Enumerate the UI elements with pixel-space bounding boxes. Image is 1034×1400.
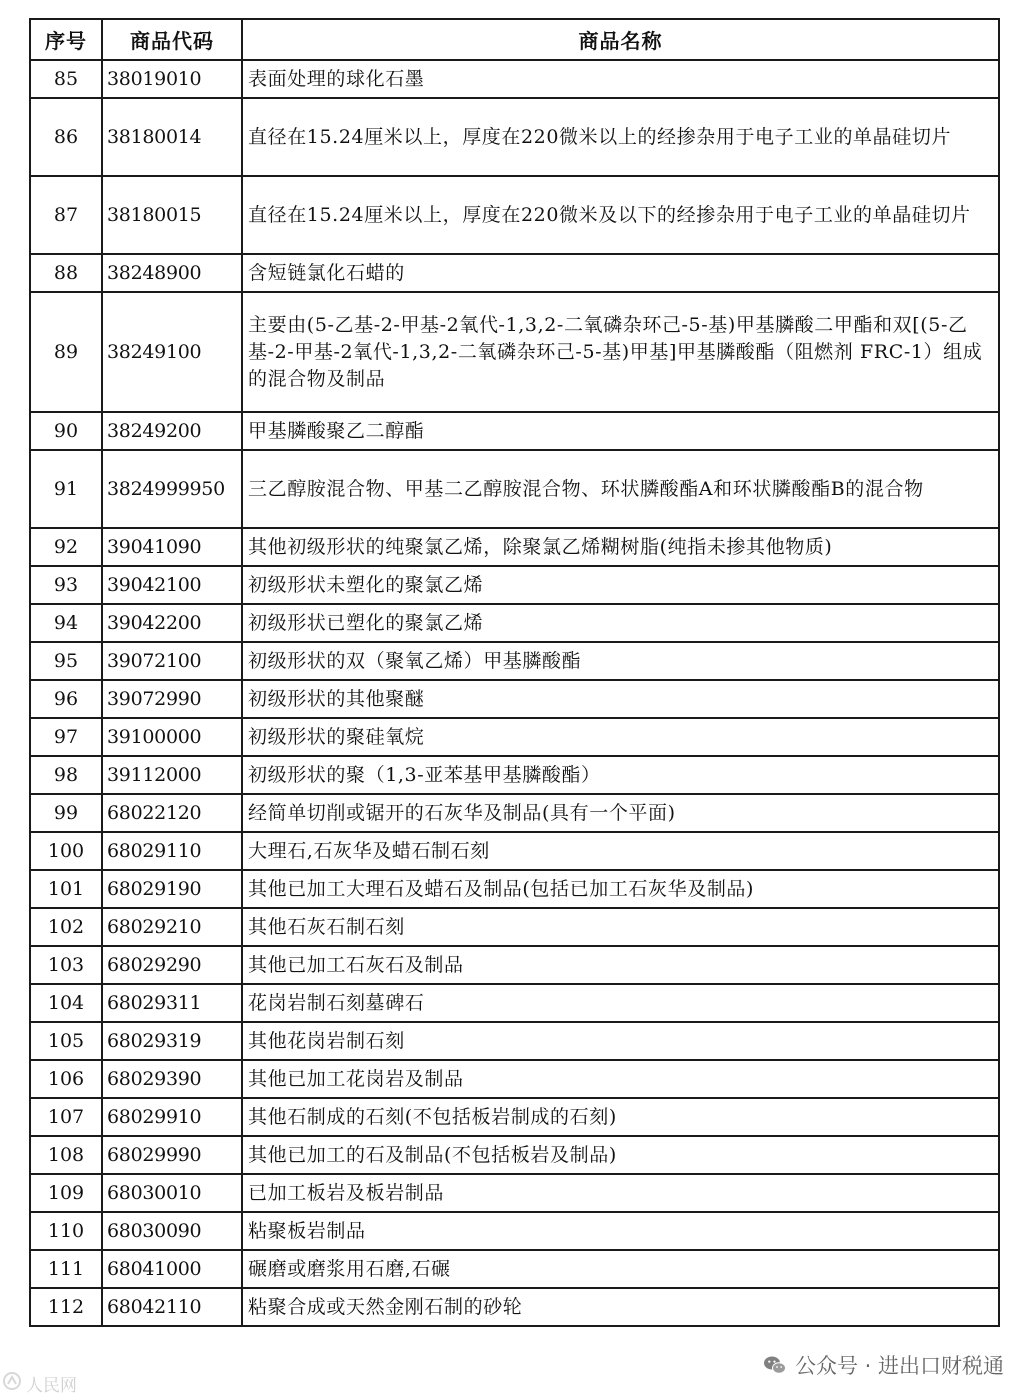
goods-name-cell: 主要由(5-乙基-2-甲基-2氧代-1,3,2-二氧磷杂环己-5-基)甲基膦酸二甲酯和双[(5-乙基-2-甲基-2氧代-1,3,2-二氧磷杂环己-5-基)甲基]甲基膦酸酯（阻燃剂 FRC-1）组成的混合物及制品 <box>242 292 999 412</box>
goods-name-cell: 粘聚板岩制品 <box>242 1212 999 1250</box>
serial-number-cell: 88 <box>30 254 102 292</box>
serial-number-cell: 87 <box>30 176 102 254</box>
table-row <box>30 1022 999 1060</box>
table-row <box>30 254 999 292</box>
goods-name-cell: 直径在15.24厘米以上，厚度在220微米以上的经掺杂用于电子工业的单晶硅切片 <box>242 98 999 176</box>
table-row <box>30 1212 999 1250</box>
corner-logo-text: 人民网 <box>26 1376 77 1396</box>
table-row <box>30 680 999 718</box>
goods-code-cell: 68029910 <box>102 1098 242 1136</box>
table-row <box>30 908 999 946</box>
goods-name-cell: 其他花岗岩制石刻 <box>242 1022 999 1060</box>
table-row <box>30 1098 999 1136</box>
watermark-text: 公众号 · 进出口财税通 <box>794 1354 1004 1378</box>
goods-name-cell: 其他石灰石制石刻 <box>242 908 999 946</box>
table-row <box>30 450 999 528</box>
serial-number-cell: 101 <box>30 870 102 908</box>
table-row <box>30 756 999 794</box>
goods-code-cell: 39042100 <box>102 566 242 604</box>
goods-code-cell: 39112000 <box>102 756 242 794</box>
goods-code-cell: 68030090 <box>102 1212 242 1250</box>
goods-name-cell: 甲基膦酸聚乙二醇酯 <box>242 412 999 450</box>
serial-number-cell: 111 <box>30 1250 102 1288</box>
goods-code-cell: 68029990 <box>102 1136 242 1174</box>
goods-name-cell: 表面处理的球化石墨 <box>242 60 999 98</box>
serial-number-cell: 107 <box>30 1098 102 1136</box>
goods-code-cell: 68029290 <box>102 946 242 984</box>
serial-number-cell: 112 <box>30 1288 102 1326</box>
table-row <box>30 984 999 1022</box>
serial-number-cell: 90 <box>30 412 102 450</box>
table-row <box>30 946 999 984</box>
goods-name-cell: 其他石制成的石刻(不包括板岩制成的石刻) <box>242 1098 999 1136</box>
serial-number-cell: 95 <box>30 642 102 680</box>
wechat-watermark <box>763 1350 1004 1380</box>
goods-table-sheet <box>29 18 998 1327</box>
header-goods-name: 商品名称 <box>242 19 999 60</box>
serial-number-cell: 92 <box>30 528 102 566</box>
serial-number-cell: 110 <box>30 1212 102 1250</box>
goods-name-cell: 经简单切削或锯开的石灰华及制品(具有一个平面) <box>242 794 999 832</box>
goods-code-cell: 38249200 <box>102 412 242 450</box>
table-row <box>30 1250 999 1288</box>
goods-code-cell: 38249100 <box>102 292 242 412</box>
table-row <box>30 60 999 98</box>
goods-name-cell: 其他已加工大理石及蜡石及制品(包括已加工石灰华及制品) <box>242 870 999 908</box>
serial-number-cell: 106 <box>30 1060 102 1098</box>
header-goods-code: 商品代码 <box>102 19 242 60</box>
goods-code-cell: 68041000 <box>102 1250 242 1288</box>
goods-name-cell: 三乙醇胺混合物、甲基二乙醇胺混合物、环状膦酸酯A和环状膦酸酯B的混合物 <box>242 450 999 528</box>
wechat-icon <box>763 1353 787 1377</box>
table-row <box>30 412 999 450</box>
table-row <box>30 566 999 604</box>
goods-code-cell: 68029210 <box>102 908 242 946</box>
goods-code-cell: 68029190 <box>102 870 242 908</box>
corner-logo-mark <box>2 1371 77 1396</box>
goods-code-cell: 39072990 <box>102 680 242 718</box>
goods-name-cell: 直径在15.24厘米以上，厚度在220微米及以下的经掺杂用于电子工业的单晶硅切片 <box>242 176 999 254</box>
serial-number-cell: 85 <box>30 60 102 98</box>
goods-code-cell: 68029110 <box>102 832 242 870</box>
table-row <box>30 1060 999 1098</box>
table-row <box>30 176 999 254</box>
goods-code-cell: 39100000 <box>102 718 242 756</box>
goods-table <box>29 18 1000 1327</box>
goods-code-cell: 68029311 <box>102 984 242 1022</box>
table-row <box>30 832 999 870</box>
goods-code-cell: 38180015 <box>102 176 242 254</box>
serial-number-cell: 98 <box>30 756 102 794</box>
goods-name-cell: 其他已加工花岗岩及制品 <box>242 1060 999 1098</box>
goods-name-cell: 大理石,石灰华及蜡石制石刻 <box>242 832 999 870</box>
goods-code-cell: 3824999950 <box>102 450 242 528</box>
serial-number-cell: 108 <box>30 1136 102 1174</box>
goods-code-cell: 39072100 <box>102 642 242 680</box>
goods-name-cell: 其他已加工石灰石及制品 <box>242 946 999 984</box>
serial-number-cell: 100 <box>30 832 102 870</box>
table-row <box>30 870 999 908</box>
table-row <box>30 794 999 832</box>
goods-name-cell: 初级形状未塑化的聚氯乙烯 <box>242 566 999 604</box>
table-row <box>30 98 999 176</box>
serial-number-cell: 105 <box>30 1022 102 1060</box>
serial-number-cell: 94 <box>30 604 102 642</box>
goods-code-cell: 38019010 <box>102 60 242 98</box>
table-row <box>30 604 999 642</box>
goods-code-cell: 38248900 <box>102 254 242 292</box>
goods-name-cell: 花岗岩制石刻墓碑石 <box>242 984 999 1022</box>
goods-code-cell: 68042110 <box>102 1288 242 1326</box>
table-body <box>30 60 999 1326</box>
goods-code-cell: 39041090 <box>102 528 242 566</box>
goods-name-cell: 初级形状的聚（1,3-亚苯基甲基膦酸酯） <box>242 756 999 794</box>
serial-number-cell: 93 <box>30 566 102 604</box>
goods-code-cell: 68029319 <box>102 1022 242 1060</box>
table-row <box>30 528 999 566</box>
serial-number-cell: 91 <box>30 450 102 528</box>
table-header-row <box>30 19 999 60</box>
goods-name-cell: 含短链氯化石蜡的 <box>242 254 999 292</box>
table-row <box>30 718 999 756</box>
goods-name-cell: 已加工板岩及板岩制品 <box>242 1174 999 1212</box>
serial-number-cell: 103 <box>30 946 102 984</box>
table-row <box>30 1288 999 1326</box>
table-row <box>30 642 999 680</box>
goods-name-cell: 初级形状的其他聚醚 <box>242 680 999 718</box>
goods-name-cell: 其他已加工的石及制品(不包括板岩及制品) <box>242 1136 999 1174</box>
table-row <box>30 1136 999 1174</box>
goods-code-cell: 68030010 <box>102 1174 242 1212</box>
goods-code-cell: 68029390 <box>102 1060 242 1098</box>
goods-code-cell: 68022120 <box>102 794 242 832</box>
goods-name-cell: 碾磨或磨浆用石磨,石碾 <box>242 1250 999 1288</box>
serial-number-cell: 97 <box>30 718 102 756</box>
goods-name-cell: 初级形状的双（聚氧乙烯）甲基膦酸酯 <box>242 642 999 680</box>
serial-number-cell: 102 <box>30 908 102 946</box>
table-row <box>30 292 999 412</box>
goods-name-cell: 初级形状的聚硅氧烷 <box>242 718 999 756</box>
goods-code-cell: 39042200 <box>102 604 242 642</box>
serial-number-cell: 104 <box>30 984 102 1022</box>
logo-icon <box>2 1371 22 1396</box>
goods-name-cell: 其他初级形状的纯聚氯乙烯，除聚氯乙烯糊树脂(纯指未掺其他物质) <box>242 528 999 566</box>
serial-number-cell: 86 <box>30 98 102 176</box>
goods-name-cell: 粘聚合成或天然金刚石制的砂轮 <box>242 1288 999 1326</box>
header-serial-number: 序号 <box>30 19 102 60</box>
serial-number-cell: 89 <box>30 292 102 412</box>
goods-name-cell: 初级形状已塑化的聚氯乙烯 <box>242 604 999 642</box>
serial-number-cell: 99 <box>30 794 102 832</box>
goods-code-cell: 38180014 <box>102 98 242 176</box>
serial-number-cell: 96 <box>30 680 102 718</box>
table-row <box>30 1174 999 1212</box>
serial-number-cell: 109 <box>30 1174 102 1212</box>
